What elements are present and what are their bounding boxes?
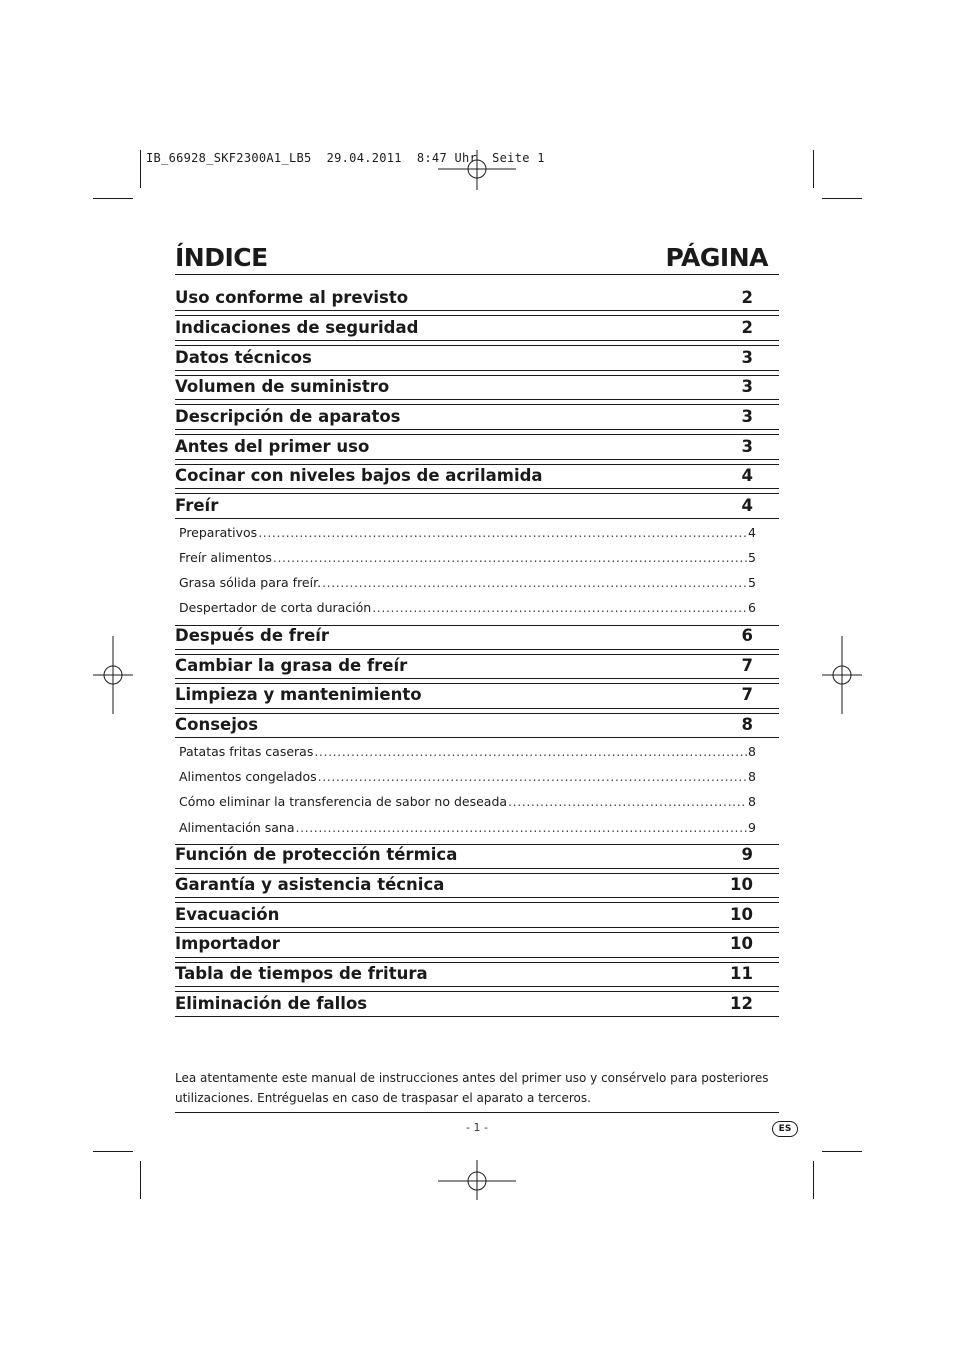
toc-entry-page: 6	[741, 626, 753, 645]
dot-leader	[318, 767, 747, 787]
toc-entry-page: 3	[741, 377, 753, 396]
toc-rule	[175, 678, 779, 679]
toc-entry-label: Cocinar con niveles bajos de acrilamida	[175, 466, 543, 485]
toc-entry[interactable]	[175, 713, 779, 737]
toc-entry-page: 7	[741, 656, 753, 675]
toc-subentry-page: 5	[748, 575, 756, 590]
dot-leader	[314, 742, 747, 762]
dot-leader	[273, 548, 747, 568]
crop-mark	[813, 150, 814, 188]
toc-entry[interactable]	[175, 992, 779, 1016]
toc-entry[interactable]	[175, 962, 779, 986]
toc-entry-label: Volumen de suministro	[175, 377, 390, 396]
crop-mark	[93, 1151, 133, 1152]
toc-subentry-page: 9	[748, 820, 756, 835]
toc-rule	[175, 927, 779, 928]
toc-rule	[175, 868, 779, 869]
toc-subentry-page: 4	[748, 525, 756, 540]
crop-mark	[822, 1151, 862, 1152]
toc-rule	[175, 429, 779, 430]
toc-entry-page: 12	[730, 994, 753, 1013]
toc-entry[interactable]	[175, 464, 779, 488]
toc-entry-label: Evacuación	[175, 905, 280, 924]
toc-entry[interactable]	[175, 494, 779, 518]
toc-entry[interactable]	[175, 683, 779, 707]
dot-leader	[296, 818, 748, 838]
toc-subentry-label: Preparativos	[179, 525, 258, 540]
toc-subentry[interactable]	[179, 742, 756, 762]
toc-rule	[175, 708, 779, 709]
dot-leader	[258, 523, 747, 543]
toc-subentry-label: Despertador de corta duración	[179, 600, 372, 615]
toc-subentry-label: Alimentación sana	[179, 820, 295, 835]
toc-entry[interactable]	[175, 843, 779, 867]
toc-subentry-label: Grasa sólida para freír.	[179, 575, 322, 590]
toc-rule	[175, 518, 779, 519]
toc-subentry-label: Alimentos congelados	[179, 769, 317, 784]
crop-mark	[813, 1161, 814, 1199]
toc-entry-page: 11	[730, 964, 753, 983]
toc-subentry[interactable]	[179, 548, 756, 568]
toc-rule	[175, 1016, 779, 1017]
page-title: ÍNDICE	[175, 243, 268, 272]
toc-subentry[interactable]	[179, 573, 756, 593]
toc-entry-label: Antes del primer uso	[175, 437, 370, 456]
toc-subentry-label: Freír alimentos	[179, 550, 272, 565]
toc-subentry-page: 8	[748, 744, 756, 759]
toc-rule	[175, 310, 779, 311]
toc-entry-label: Importador	[175, 934, 280, 953]
toc-rule	[175, 897, 779, 898]
registration-mark-right	[822, 636, 862, 714]
footer-rule	[175, 1112, 779, 1113]
crop-mark	[822, 198, 862, 199]
toc-entry[interactable]	[175, 346, 779, 370]
page-column-title: PÁGINA	[665, 243, 768, 272]
toc-entry-page: 3	[741, 407, 753, 426]
toc-entry-label: Freír	[175, 496, 219, 515]
crop-mark	[140, 150, 141, 188]
crop-mark	[93, 198, 133, 199]
toc-entry[interactable]	[175, 435, 779, 459]
toc-rule	[175, 370, 779, 371]
toc-subentry-label: Cómo eliminar la transferencia de sabor no deseada	[179, 794, 508, 809]
toc-entry-label: Garantía y asistencia técnica	[175, 875, 445, 894]
toc-entry-page: 10	[730, 905, 753, 924]
toc-rule	[175, 649, 779, 650]
title-rule	[175, 274, 779, 275]
toc-subentry-page: 5	[748, 550, 756, 565]
toc-rule	[175, 986, 779, 987]
toc-entry-page: 8	[741, 715, 753, 734]
toc-entry[interactable]	[175, 932, 779, 956]
toc-entry-page: 3	[741, 437, 753, 456]
toc-subentry[interactable]	[179, 792, 756, 812]
toc-entry[interactable]	[175, 654, 779, 678]
registration-mark-left	[93, 636, 133, 714]
toc-rule	[175, 488, 779, 489]
toc-entry-label: Consejos	[175, 715, 259, 734]
language-badge: ES	[772, 1121, 798, 1137]
toc-entry-label: Indicaciones de seguridad	[175, 318, 419, 337]
toc-subentry-page: 6	[748, 600, 756, 615]
toc-entry-page: 2	[741, 318, 753, 337]
toc-entry[interactable]	[175, 624, 779, 648]
toc-entry[interactable]	[175, 405, 779, 429]
toc-entry[interactable]	[175, 316, 779, 340]
toc-entry-page: 4	[741, 466, 753, 485]
toc-entry-page: 10	[730, 934, 753, 953]
toc-entry-page: 4	[741, 496, 753, 515]
crop-mark	[140, 1161, 141, 1199]
toc-entry-label: Función de protección térmica	[175, 845, 458, 864]
toc-subentry-page: 8	[748, 769, 756, 784]
toc-subentry-label: Patatas fritas caseras	[179, 744, 314, 759]
toc-entry-label: Eliminación de fallos	[175, 994, 368, 1013]
dot-leader	[508, 792, 747, 812]
print-header: IB_66928_SKF2300A1_LB5 29.04.2011 8:47 Uhr Seite 1	[146, 151, 545, 165]
toc-entry-page: 7	[741, 685, 753, 704]
toc-subentry-page: 8	[748, 794, 756, 809]
toc-rule	[175, 459, 779, 460]
toc-entry-label: Uso conforme al previsto	[175, 288, 409, 307]
page-number: - 1 -	[466, 1121, 488, 1134]
toc-entry[interactable]	[175, 873, 779, 897]
toc-entry-label: Después de freír	[175, 626, 330, 645]
toc-subentry[interactable]	[179, 767, 756, 787]
toc-entry-label: Tabla de tiempos de fritura	[175, 964, 428, 983]
dot-leader	[322, 573, 747, 593]
toc-rule	[175, 399, 779, 400]
toc-entry-label: Cambiar la grasa de freír	[175, 656, 408, 675]
toc-subentry[interactable]	[179, 598, 756, 618]
dot-leader	[372, 598, 747, 618]
toc-subentry[interactable]	[179, 818, 756, 838]
toc-subentry[interactable]	[179, 523, 756, 543]
toc-rule	[175, 340, 779, 341]
toc-entry[interactable]	[175, 375, 779, 399]
toc-rule	[175, 737, 779, 738]
toc-entry-page: 3	[741, 348, 753, 367]
usage-note: Lea atentamente este manual de instrucciones antes del primer uso y consérvelo para posteriores utilizaciones. Entréguelas en caso de traspasar el aparato a terceros.	[175, 1071, 769, 1105]
toc-rule	[175, 957, 779, 958]
registration-mark-bottom	[438, 1160, 516, 1200]
toc-entry-page: 9	[741, 845, 753, 864]
toc-entry[interactable]	[175, 286, 779, 310]
toc-entry[interactable]	[175, 903, 779, 927]
toc-entry-page: 2	[741, 288, 753, 307]
toc-entry-page: 10	[730, 875, 753, 894]
toc-entry-label: Limpieza y mantenimiento	[175, 685, 422, 704]
toc-entry-label: Descripción de aparatos	[175, 407, 401, 426]
toc-entry-label: Datos técnicos	[175, 348, 312, 367]
